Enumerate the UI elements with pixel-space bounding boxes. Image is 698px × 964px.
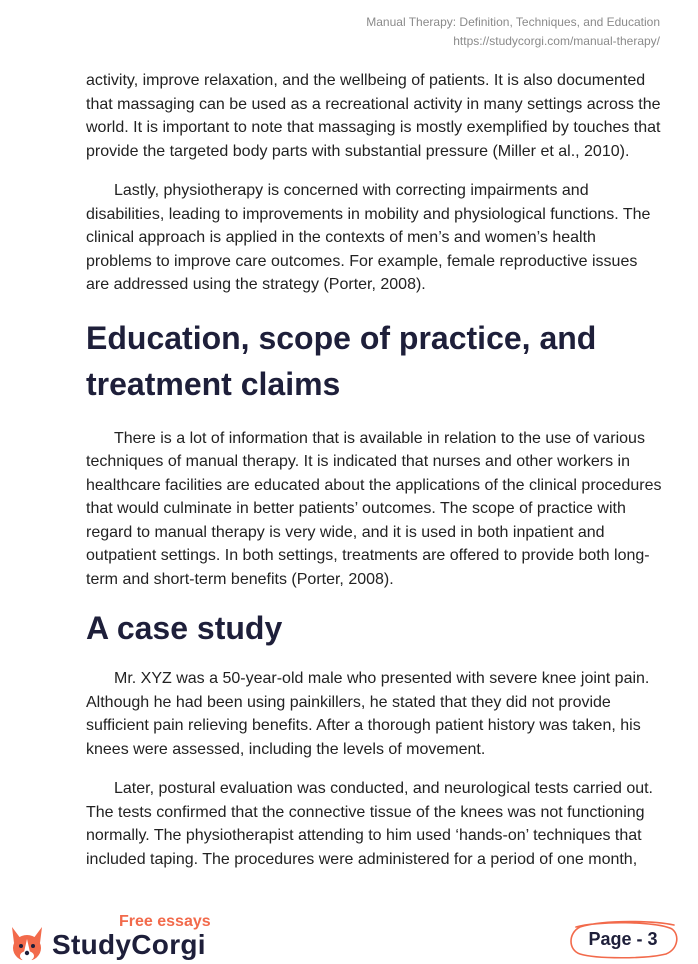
document-body: [86, 69, 662, 871]
page-footer: [0, 905, 698, 964]
document-title: Manual Therapy: Definition, Techniques, and Education: [366, 15, 660, 29]
page-header: [366, 13, 660, 51]
paragraph-education: There is a lot of information that is available in relation to the use of various techniques of manual therapy. It is indicated that nurses and other workers in healthcare facilities are educated about the applications of the clinical procedures that would culminate in better patients’ outcomes. The scope of practice with regard to manual therapy is very wide, and it is used in both inpatient and outpatient settings. In both settings, treatments are offered to provide both long-term and short-term benefits (Porter, 2008).: [86, 429, 662, 588]
page-number-badge: [566, 919, 680, 959]
corgi-icon: [8, 925, 46, 963]
paragraph-case-treatment: Later, postural evaluation was conducted, and neurological tests carried out. The tests confirmed that the connective tissue of the knees was not functioning normally. The physiotherapist attending to him used ‘hands-on’ techniques that included taping. The procedures were administered for a period of one month,: [86, 780, 653, 868]
section-heading-case-study: A case study: [86, 610, 283, 646]
paragraph-physiotherapy: Lastly, physiotherapy is concerned with correcting impairments and disabilities, leading to improvements in mobility and physiological functions. The clinical approach is applied in the contexts of men’s and women’s health problems to improve care outcomes. For example, female reproductive issues are addressed using the strategy (Porter, 2008).: [86, 182, 651, 293]
document-url[interactable]: https://studycorgi.com/manual-therapy/: [453, 34, 660, 48]
logo-tagline: Free essays: [119, 913, 211, 930]
logo-brand-name: StudyCorgi: [52, 929, 206, 960]
studycorgi-logo[interactable]: [8, 913, 238, 963]
paragraph-massage: activity, improve relaxation, and the wellbeing of patients. It is also documented that massaging can be used as a recreational activity in many settings across the world. It is important to note that massaging is mostly exemplified by touches that provide the targeted body parts with substantial pressure (Miller et al., 2010).: [86, 72, 661, 160]
page-number-label: Page - 3: [588, 929, 658, 949]
section-heading-education: Education, scope of practice, and treatment claims: [86, 319, 597, 402]
paragraph-case-intro: Mr. XYZ was a 50-year-old male who presented with severe knee joint pain. Although he had been using painkillers, he stated that they did not provide sufficient pain relieving benefits. After a thorough patient history was taken, his knees were assessed, including the levels of movement.: [86, 670, 650, 758]
